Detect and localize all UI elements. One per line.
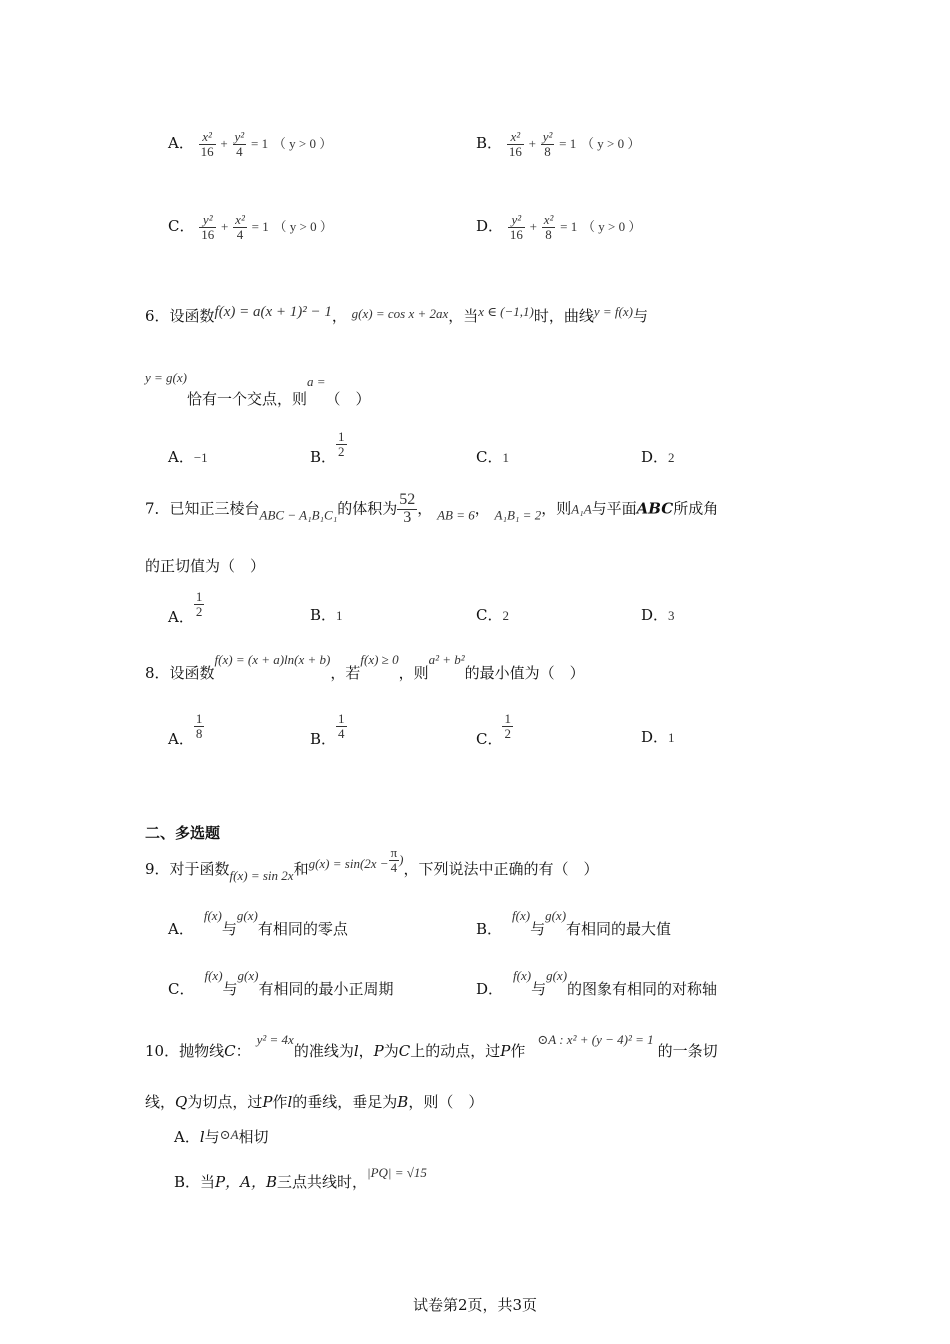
q9-option-a[interactable]: A．f(x)与g(x)有相同的零点 [168, 908, 348, 938]
q7-stem-line2: 的正切值为（ ） [145, 557, 266, 575]
q9-option-c[interactable]: C．f(x)与g(x)有相同的最小正周期 [168, 968, 394, 998]
q7-stem-line1: 7．已知正三棱台ABC − A₁B₁C₁的体积为 $\frac{52}{3}$ ， AB = 6， A₁B₁ = 2，则A₁A与平面ABC所成角 [145, 491, 719, 526]
q6-option-c[interactable]: C．1 [476, 448, 509, 466]
q8-option-a[interactable]: A． $\frac{1}{8}$ [168, 711, 203, 749]
q7-option-b[interactable]: B．1 [310, 606, 343, 624]
q6-stem-line1: 6．设函数f(x) = a(x + 1)² − 1， g(x) = cos x + 2ax，当x ∈ (−1,1)时，曲线y = f(x)与 [145, 304, 648, 325]
q9-option-d[interactable]: D．f(x)与g(x)的图象有相同的对称轴 [476, 968, 718, 998]
q5-option-b[interactable]: B． $\frac{\text{x²}}{16}$ + $\frac{\text{y²}}{8}$ = 1 （ y > 0 ） [476, 129, 641, 159]
q5-option-c[interactable]: C． $\frac{\text{y²}}{16}$ + $\frac{\text{x²}}{4}$ = 1 （ y > 0 ） [168, 212, 333, 242]
page-footer: 试卷第2页，共3页 [412, 1296, 538, 1314]
q5-option-d[interactable]: D． $\frac{\text{y²}}{16}$ + $\frac{\text{x²}}{8}$ = 1 （ y > 0 ） [476, 212, 642, 242]
q8-option-d[interactable]: D．1 [641, 728, 675, 746]
q7-option-a[interactable]: A． $\frac{1}{2}$ [168, 589, 203, 627]
q7-option-c[interactable]: C．2 [476, 606, 509, 624]
q6-option-d[interactable]: D．2 [641, 448, 675, 466]
q6-stem-line2: y = g(x)恰有一个交点，则a =（ ） [145, 370, 371, 408]
q6-option-a[interactable]: A．−1 [168, 448, 208, 466]
q7-option-d[interactable]: D．3 [641, 606, 675, 624]
q9-option-b[interactable]: B．f(x)与g(x)有相同的最大值 [476, 908, 672, 938]
q9-stem: 9．对于函数f(x) = sin 2x和g(x) = sin(2x − $\frac{\pi}{4}$ )，下列说法中正确的有（ ） [145, 845, 599, 884]
q10-option-b[interactable]: B．当P，A，B三点共线时，|PQ| = √15 [174, 1165, 427, 1191]
q10-option-a[interactable]: A．l与⊙A相切 [174, 1127, 269, 1146]
q6-option-b[interactable]: B． $\frac{1}{2}$ [310, 429, 345, 467]
section-heading: 二、多选题 [145, 824, 221, 842]
q10-stem-line1: 10．抛物线C：y² = 4x的准线为l，P为C上的动点，过P作⊙A : x² + (y − 4)² = 1的一条切 [145, 1032, 718, 1060]
q8-stem: 8．设函数f(x) = (x + a)ln(x + b)，若f(x) ≥ 0，则a² + b²的最小值为（ ） [145, 652, 585, 682]
q5-option-a[interactable]: A． $\frac{\text{x²}}{16}$ + $\frac{\text{y²}}{4}$ = 1 （ y > 0 ） [168, 129, 333, 159]
q8-option-c[interactable]: C． $\frac{1}{2}$ [476, 711, 511, 749]
q10-stem-line2: 线，Q为切点，过P作l的垂线，垂足为B，则（ ） [145, 1093, 484, 1111]
q8-option-b[interactable]: B． $\frac{1}{4}$ [310, 711, 345, 749]
